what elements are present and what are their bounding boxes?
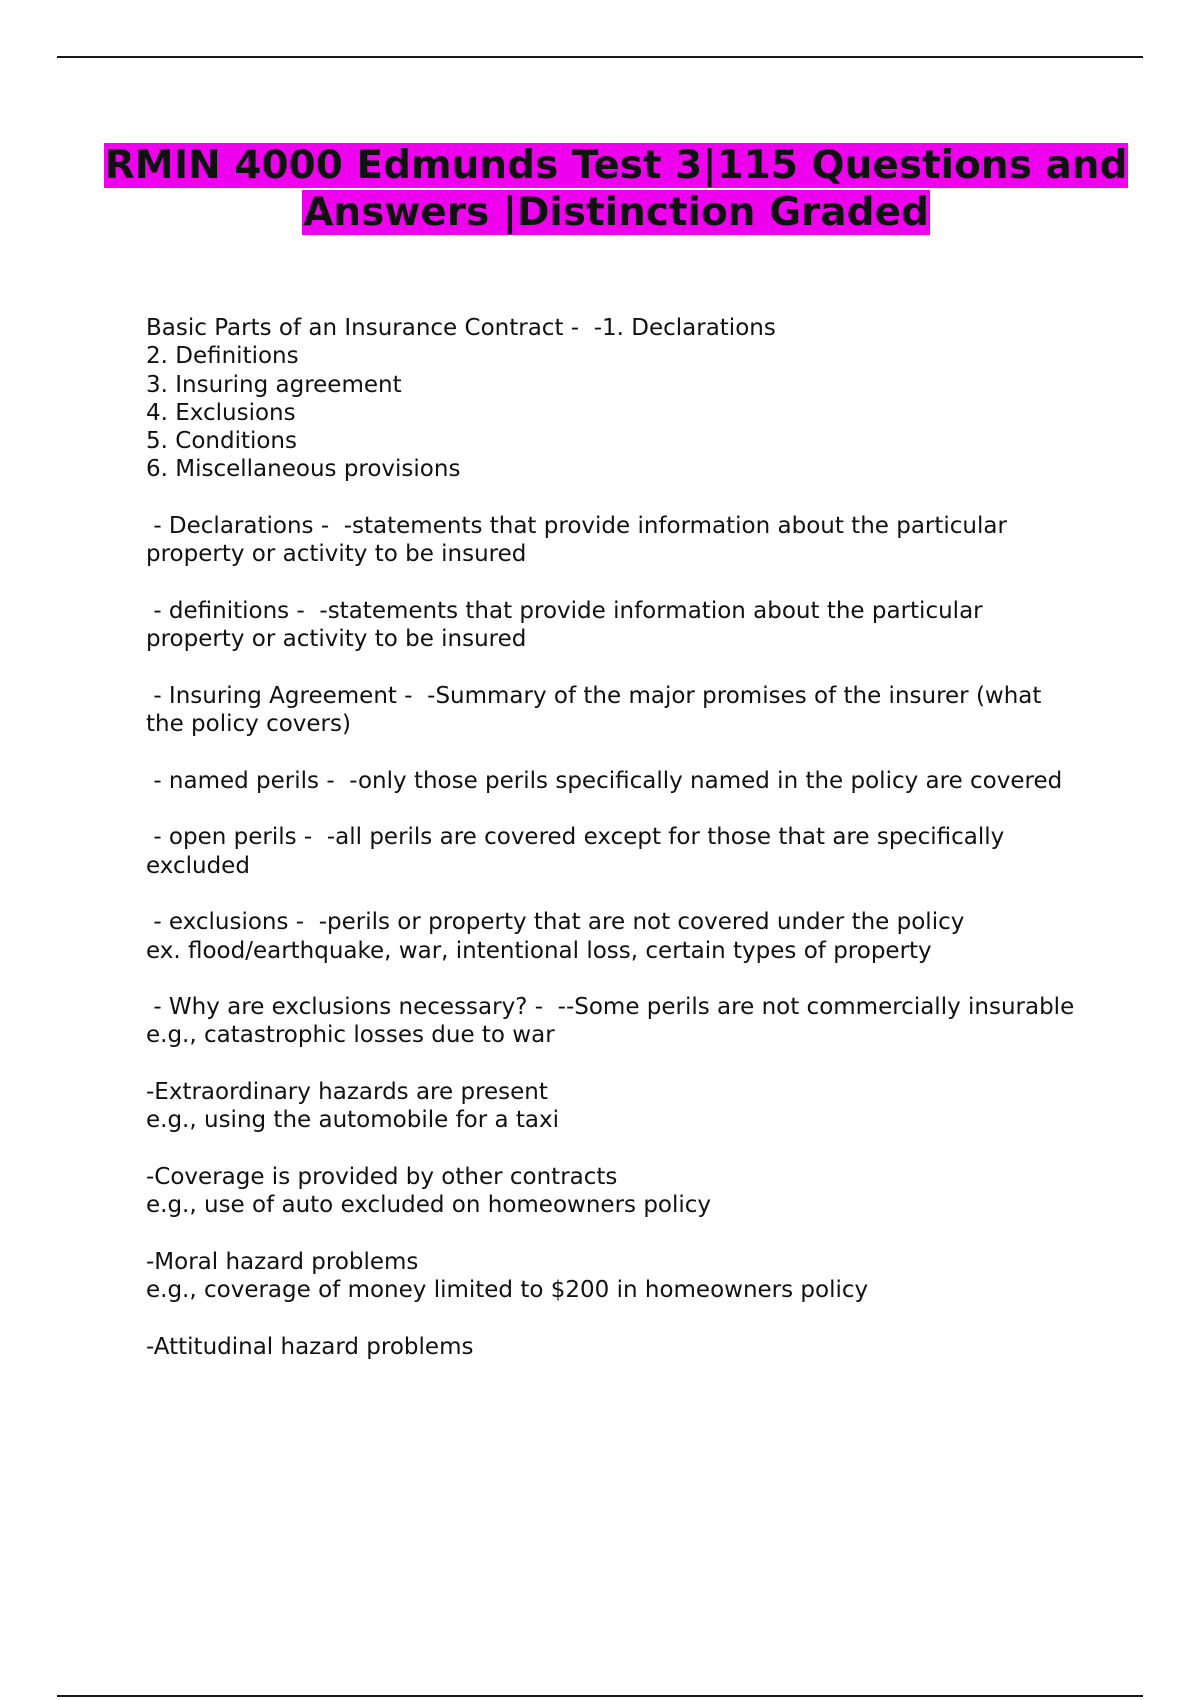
paragraph-gap xyxy=(146,795,1076,823)
qa-block xyxy=(146,314,1076,484)
text-line: 2. Definitions xyxy=(146,343,299,370)
text-line: e.g., catastrophic losses due to war xyxy=(146,1022,555,1049)
text-line: ex. flood/earthquake, war, intentional loss, certain types of property xyxy=(146,937,932,964)
text-line: 6. Miscellaneous provisions xyxy=(146,456,461,483)
text-line: -Extraordinary hazards are present xyxy=(146,1079,548,1106)
qa-block xyxy=(146,823,1076,880)
text-line: 3. Insuring agreement xyxy=(146,371,402,398)
qa-block xyxy=(146,1078,1076,1135)
document-title xyxy=(100,142,1132,236)
text-line: - Why are exclusions necessary? - --Some perils are not commercially insurable xyxy=(146,994,1075,1021)
document-body xyxy=(146,314,1076,1361)
qa-block xyxy=(146,993,1076,1050)
text-line: e.g., use of auto excluded on homeowners policy xyxy=(146,1192,712,1219)
qa-block xyxy=(146,1163,1076,1220)
text-line: 4. Exclusions xyxy=(146,399,296,426)
top-rule xyxy=(57,56,1143,58)
paragraph-gap xyxy=(146,880,1076,908)
paragraph-gap xyxy=(146,654,1076,682)
paragraph-gap xyxy=(146,484,1076,512)
text-line: - named perils - -only those perils specifically named in the policy are covered xyxy=(146,767,1063,794)
text-line: - Insuring Agreement - -Summary of the major promises of the insurer (what the policy covers) xyxy=(146,682,1049,738)
text-line: - Declarations - -statements that provide information about the particular property or activity to be insured xyxy=(146,513,1015,568)
text-line: -Attitudinal hazard problems xyxy=(146,1333,474,1360)
qa-block xyxy=(146,908,1076,965)
paragraph-gap xyxy=(146,965,1076,993)
text-line: - open perils - -all perils are covered except for those that are specifically excluded xyxy=(146,824,1012,879)
paragraph-gap xyxy=(146,1304,1076,1332)
qa-block xyxy=(146,512,1076,569)
paragraph-gap xyxy=(146,1220,1076,1248)
text-line: 5. Conditions xyxy=(146,428,297,455)
paragraph-gap xyxy=(146,569,1076,597)
bottom-rule xyxy=(57,1695,1143,1697)
text-line: e.g., using the automobile for a taxi xyxy=(146,1107,560,1134)
text-line: -Moral hazard problems xyxy=(146,1248,419,1275)
paragraph-gap xyxy=(146,738,1076,766)
text-line: Basic Parts of an Insurance Contract - -1. Declarations xyxy=(146,315,776,341)
paragraph-gap xyxy=(146,1135,1076,1163)
qa-block xyxy=(146,767,1076,795)
text-line: e.g., coverage of money limited to $200 in homeowners policy xyxy=(146,1277,869,1304)
qa-block xyxy=(146,597,1076,654)
text-line: - definitions - -statements that provide information about the particular property or activity to be insured xyxy=(146,597,990,653)
qa-block xyxy=(146,1248,1076,1305)
title-highlight: RMIN 4000 Edmunds Test 3|115 Questions and Answers |Distinction Graded xyxy=(104,143,1128,235)
qa-block xyxy=(146,1333,1076,1361)
text-line: - exclusions - -perils or property that are not covered under the policy xyxy=(146,909,965,936)
text-line: -Coverage is provided by other contracts xyxy=(146,1163,618,1190)
qa-block xyxy=(146,682,1076,739)
paragraph-gap xyxy=(146,1050,1076,1078)
